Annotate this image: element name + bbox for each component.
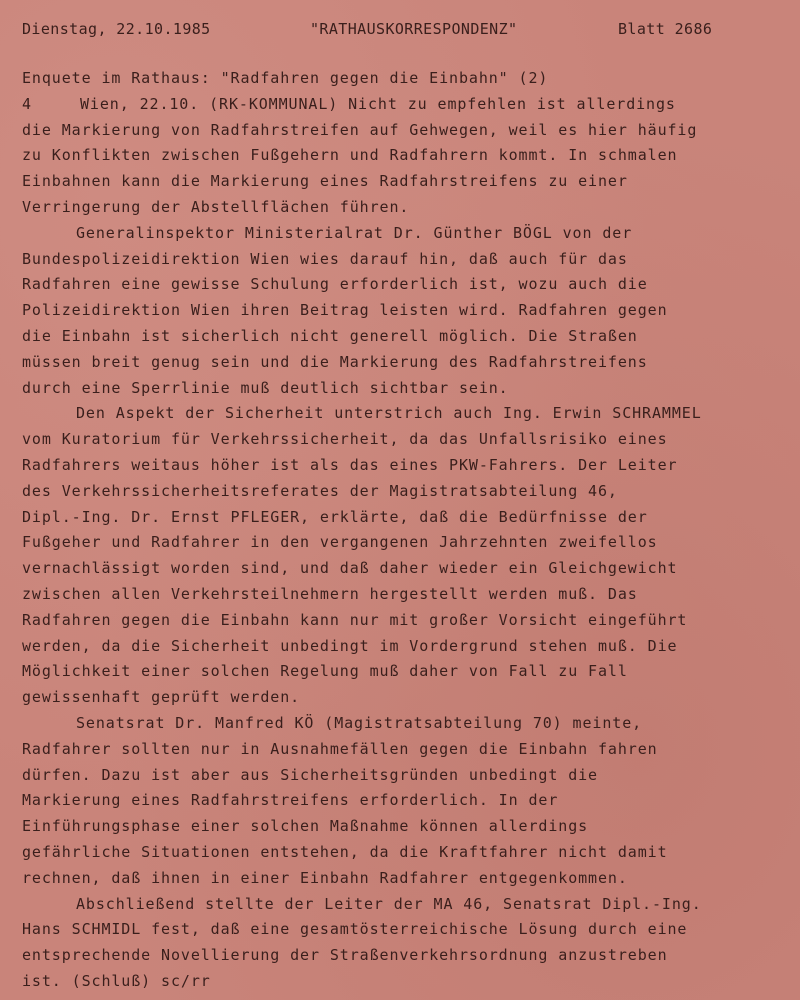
- closing-line: ist. (Schluß) sc/rr: [22, 971, 211, 990]
- item-number: 4: [22, 94, 32, 113]
- text-line: die Einbahn ist sicherlich nicht generell möglich. Die Straßen: [22, 326, 638, 345]
- page-header: [22, 20, 722, 44]
- header-date: Dienstag, 22.10.1985: [22, 20, 211, 38]
- text-line: gefährliche Situationen entstehen, da die Kraftfahrer nicht damit: [22, 842, 668, 861]
- paragraph-start-line: Abschließend stellte der Leiter der MA 46, Senatsrat Dipl.-Ing.: [76, 894, 702, 913]
- text-line: Fußgeher und Radfahrer in den vergangenen Jahrzehnten zweifellos: [22, 533, 658, 552]
- text-line: Dipl.-Ing. Dr. Ernst PFLEGER, erklärte, daß die Bedürfnisse der: [22, 507, 648, 526]
- text-line: Bundespolizeidirektion Wien wies darauf hin, daß auch für das: [22, 249, 628, 268]
- text-line: die Markierung von Radfahrstreifen auf Gehwegen, weil es hier häufig: [22, 120, 698, 139]
- text-line: dürfen. Dazu ist aber aus Sicherheitsgründen unbedingt die: [22, 765, 598, 784]
- text-line: werden, da die Sicherheit unbedingt im Vordergrund stehen muß. Die: [22, 636, 678, 655]
- text-line: Hans SCHMIDL fest, daß eine gesamtösterreichische Lösung durch eine: [22, 920, 688, 939]
- text-line: müssen breit genug sein und die Markierung des Radfahrstreifens: [22, 352, 648, 371]
- text-line: Radfahren gegen die Einbahn kann nur mit großer Vorsicht eingeführt: [22, 610, 688, 629]
- header-sheet-number: Blatt 2686: [618, 20, 713, 38]
- text-line: Radfahren eine gewisse Schulung erforderlich ist, wozu auch die: [22, 275, 648, 294]
- text-line: Radfahrer sollten nur in Ausnahmefällen gegen die Einbahn fahren: [22, 739, 658, 758]
- text-line: vernachlässigt worden sind, und daß daher wieder ein Gleichgewicht: [22, 559, 678, 578]
- text-line: Wien, 22.10. (RK-KOMMUNAL) Nicht zu empfehlen ist allerdings: [80, 94, 676, 113]
- paragraph-start-line: Den Aspekt der Sicherheit unterstrich auch Ing. Erwin SCHRAMMEL: [76, 404, 702, 423]
- text-line: durch eine Sperrlinie muß deutlich sichtbar sein.: [22, 378, 509, 397]
- text-line: Einbahnen kann die Markierung eines Radfahrstreifens zu einer: [22, 172, 628, 191]
- article-body: [22, 66, 742, 995]
- text-line: rechnen, daß ihnen in einer Einbahn Radfahrer entgegenkommen.: [22, 868, 628, 887]
- text-line: zwischen allen Verkehrsteilnehmern hergestellt werden muß. Das: [22, 584, 638, 603]
- text-line: Möglichkeit einer solchen Regelung muß daher von Fall zu Fall: [22, 662, 628, 681]
- text-line: zu Konflikten zwischen Fußgehern und Radfahrern kommt. In schmalen: [22, 146, 678, 165]
- article-first-line: [22, 92, 742, 118]
- text-line: Radfahrers weitaus höher ist als das eines PKW-Fahrers. Der Leiter: [22, 455, 678, 474]
- text-line: Polizeidirektion Wien ihren Beitrag leisten wird. Radfahren gegen: [22, 301, 668, 320]
- article-title: Enquete im Rathaus: "Radfahren gegen die Einbahn" (2): [22, 69, 549, 87]
- text-line: gewissenhaft geprüft werden.: [22, 688, 301, 707]
- text-line: entsprechende Novellierung der Straßenverkehrsordnung anzustreben: [22, 946, 668, 965]
- header-publication: "RATHAUSKORRESPONDENZ": [310, 20, 518, 38]
- text-line: vom Kuratorium für Verkehrssicherheit, da das Unfallsrisiko eines: [22, 430, 668, 449]
- text-line: des Verkehrssicherheitsreferates der Magistratsabteilung 46,: [22, 481, 618, 500]
- paragraph-start-line: Senatsrat Dr. Manfred KÖ (Magistratsabteilung 70) meinte,: [76, 713, 643, 732]
- text-line: Verringerung der Abstellflächen führen.: [22, 197, 410, 216]
- text-line: Einführungsphase einer solchen Maßnahme können allerdings: [22, 817, 589, 836]
- text-line: Markierung eines Radfahrstreifens erforderlich. In der: [22, 791, 559, 810]
- paragraph-start-line: Generalinspektor Ministerialrat Dr. Günther BÖGL von der: [76, 223, 633, 242]
